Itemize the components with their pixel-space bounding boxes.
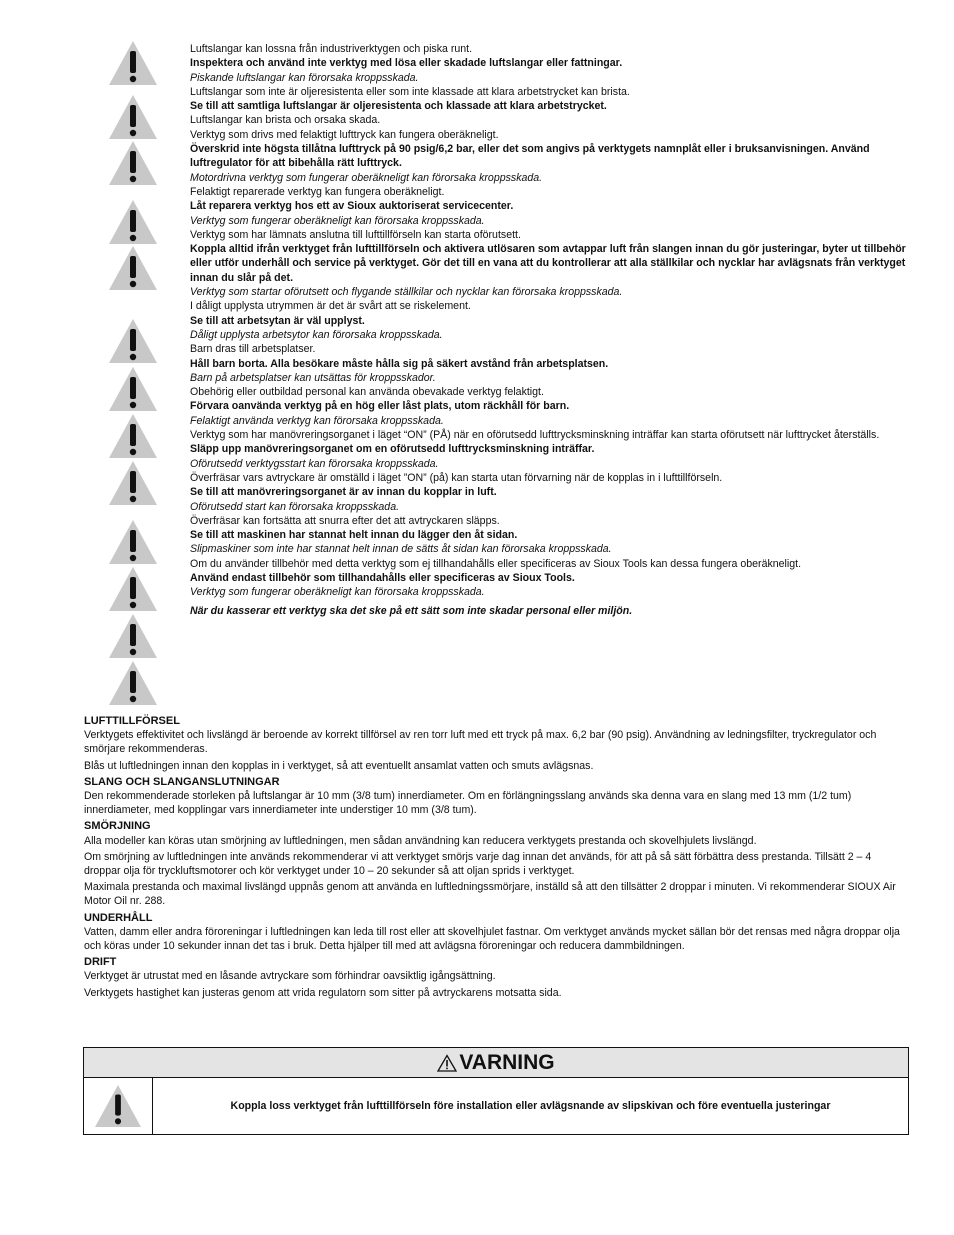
warning-item [190,299,915,342]
warning-triangle-icon [108,566,158,612]
warning-instruction: Håll barn borta. Alla besökare måste hålla sig på säkert avstånd från arbetsplatsen. [190,357,609,370]
warning-triangle-icon [108,660,158,706]
warning-hazard: Barn dras till arbetsplatser. [190,343,316,356]
warning-consequence: Verktyg som fungerar oberäkneligt kan förorsaka kroppsskada. [190,214,485,227]
warning-instruction: Se till att maskinen har stannat helt innan du lägger den åt sidan. [190,529,518,542]
warning-consequence: Motordrivna verktyg som fungerar oberäkneligt kan förorsaka kroppsskada. [190,171,543,184]
warning-consequence: Dåligt upplysta arbetsytor kan förorsaka kroppsskada. [190,328,443,341]
warning-instruction: Koppla alltid ifrån verktyget från lufttillförseln och aktivera utlösaren som avtappar luft från slangen innan du gör justeringar, byter ut tillbehör eller utför underhåll och service på verktyget. Gör det till en vana att du kontrollerar att alla ställkilar och nycklar har avlägsnats från verktyget innan du slår på det. [190,243,906,284]
warning-triangle-icon [108,40,158,86]
warning-instruction: Se till att arbetsytan är väl upplyst. [190,314,365,327]
warning-triangle-icon [108,245,158,291]
section-heading-operation: DRIFT [84,956,117,969]
warning-consequence: Piskande luftslangar kan förorsaka kroppsskada. [190,71,419,84]
section-paragraph: Den rekommenderade storleken på luftslangar är 10 mm (3/8 tum) innerdiameter. Om en förlängningsslang används ska denna vara en slang med 13 mm (1/2 tum) innerdiameter, med kopplingar vars innerdiameter inte understiger 10 mm (3/8 tum). [84,790,852,817]
section-heading-hose: SLANG OCH SLANGANSLUTNINGAR [84,775,280,788]
warning-hazard: I dåligt upplysta utrymmen är det är svårt att se riskelement. [190,300,471,313]
warning-consequence: Verktyg som startar oförutsett och flygande ställkilar och nycklar kan förorsaka kroppsskada. [190,286,623,299]
warning-triangle-icon [108,140,158,186]
section-heading-lubrication: SMÖRJNING [84,820,151,833]
warning-hazard: Luftslangar som inte är oljeresistenta eller som inte klassade att klara arbetstrycket kan brista. [190,85,630,98]
warning-outline-icon [437,1054,457,1072]
warning-item [190,42,915,85]
section-paragraph: Verktygets effektivitet och livslängd är beroende av korrekt tillförsel av ren torr luft med ett tryck på max. 6,2 bar (90 psig). Användning av ledningsfilter, tryckregulator och smörjare rekommenderas. [84,729,877,756]
instructions-sections [84,714,909,1002]
warning-triangle-icon [108,366,158,412]
warning-hazard: Överfräsar vars avtryckare är omställd i läget ”ON” (på) kan starta utan förvarning när de kopplas in i lufttillförseln. [190,471,723,484]
warning-triangle-icon [108,519,158,565]
warning-consequence: Oförutsedd start kan förorsaka kroppsskada. [190,500,400,513]
section-paragraph: Vatten, damm eller andra föroreningar i luftledningen kan leda till rost eller att skovelhjulet fastnar. Om verktyget används mycket sällan bör det rensas med några droppar olja och köras under 10 sekunder innan det tas i bruk. Detta hjälper till med att avlägsna föroreningar och reducera dammbildningen. [84,925,900,953]
warning-consequence: Felaktigt använda verktyg kan förorsaka kroppsskada. [190,414,444,427]
section-heading-air-supply: LUFTTILLFÖRSEL [84,715,180,727]
warning-triangle-icon [108,199,158,245]
warning-instruction: Inspektera och använd inte verktyg med lösa eller skadade luftslangar eller fattningar. [190,57,623,70]
warning-item [190,128,915,185]
warning-triangle-icon [108,413,158,459]
warning-instruction: Låt reparera verktyg hos ett av Sioux auktoriserat servicecenter. [190,200,514,213]
warning-consequence: Oförutsedd verktygsstart kan förorsaka kroppsskada. [190,457,439,470]
section-paragraph: Blås ut luftledningen innan den kopplas in i verktyget, så att eventuellt ansamlat vatten och smuts avlägsnas. [84,759,594,772]
warning-triangle-icon [94,1084,142,1128]
warning-consequence: Luftslangar kan brista och orsaka skada. [190,114,381,127]
warning-instruction: Se till att samtliga luftslangar är oljeresistenta och klassade att klara arbetstrycket. [190,100,607,113]
section-paragraph: Maximala prestanda och maximal livslängd uppnås genom att använda en luftledningssmörjare, inställd så att den tillsätter 2 droppar i minuten. Vi rekommenderar SIOUX Air Motor Oil nr. 288. [84,881,896,908]
section-paragraph: Verktyget är utrustat med en låsande avtryckare som förhindrar oavsiktlig igångsättning. [84,970,496,983]
warning-consequence: Barn på arbetsplatser kan utsättas för kroppsskador. [190,371,436,384]
warning-item [190,428,915,471]
warning-hazard: Om du använder tillbehör med detta verktyg som ej tillhandahålls eller specificeras av Sioux Tools kan dessa fungera oberäkneligt. [190,557,802,570]
section-paragraph: Verktygets hastighet kan justeras genom att vrida regulatorn som sitter på avtryckarens motsatta sida. [84,986,562,999]
warning-instruction: Överskrid inte högsta tillåtna lufttryck på 90 psig/6,2 bar, eller det som angivs på verktygets namnplåt eller i bruksanvisningen. Använd luftregulator för att bibehålla rätt lufttryck. [190,143,870,170]
warning-triangle-icon [108,613,158,659]
warning-box-text: Koppla loss verktyget från lufttillförseln före installation eller avlägsnande av slipskivan och före eventuella justeringar [230,1100,831,1112]
warning-consequence: Slipmaskiner som inte har stannat helt innan de sätts åt sidan kan förorsaka kroppsskada. [190,543,612,556]
warning-item [190,185,915,228]
warning-box-body [84,1078,908,1134]
warning-instruction: Släpp upp manövreringsorganet om en oförutsedd lufttrycksminskning inträffar. [190,443,595,456]
section-heading-maintenance: UNDERHÅLL [84,911,153,924]
warning-box-icon-cell [84,1078,153,1134]
safety-warnings-list [190,42,915,618]
warning-hazard: Verktyg som har manövreringsorganet i läget “ON” (PÅ) när en oförutsedd lufttrycksminskning inträffar kan starta oförutsett när lufttrycket återställs. [190,429,880,442]
warning-item [190,514,915,557]
warning-hazard: Obehörig eller outbildad personal kan använda obevakade verktyg felaktigt. [190,386,544,399]
warning-instruction: Använd endast tillbehör som tillhandahålls eller specificeras av Sioux Tools. [190,571,575,584]
disposal-note: När du kasserar ett verktyg ska det ske på ett sätt som inte skadar personal eller miljön. [190,604,633,617]
warning-consequence: Verktyg som fungerar oberäkneligt kan förorsaka kroppsskada. [190,586,485,599]
warning-triangle-icon [108,460,158,506]
warning-hazard: Verktyg som drivs med felaktigt lufttryck kan fungera oberäkneligt. [190,128,499,141]
warning-hazard: Felaktigt reparerade verktyg kan fungera oberäkneligt. [190,185,445,198]
warning-item [190,471,915,514]
section-paragraph: Om smörjning av luftledningen inte används rekommenderar vi att verktyget smörjs varje dag innan det används, för att på så sätt förbättra dess prestanda. Tillsätt 2 – 4 droppar olja för tryckluftsmotorer och kör verktyget under 10 – 20 sekunder så att oljan sprids i verktyget. [84,850,872,878]
warning-item [190,85,915,128]
warning-triangle-icon [108,318,158,364]
warning-hazard: Verktyg som har lämnats anslutna till lufttillförseln kan starta oförutsett. [190,228,521,241]
warning-item [190,557,915,600]
warning-item [190,385,915,428]
warning-hazard: Överfräsar kan fortsätta att snurra efter det att avtryckaren släpps. [190,514,500,527]
warning-instruction: Förvara oanvända verktyg på en hög eller låst plats, utom räckhåll för barn. [190,400,570,413]
warning-box-header [84,1048,908,1078]
warning-instruction: Se till att manövreringsorganet är av innan du kopplar in luft. [190,486,497,499]
warning-triangle-icon [108,94,158,140]
warning-item [190,228,915,299]
section-paragraph: Alla modeller kan köras utan smörjning av luftledningen, men sådan användning kan reducera verktygets prestanda och skovelhjulets livslängd. [84,834,757,847]
warning-item [190,342,915,385]
warning-box-title: VARNING [459,1050,555,1074]
warning-box [83,1047,909,1135]
warning-hazard: Luftslangar kan lossna från industriverktygen och piska runt. [190,43,473,55]
